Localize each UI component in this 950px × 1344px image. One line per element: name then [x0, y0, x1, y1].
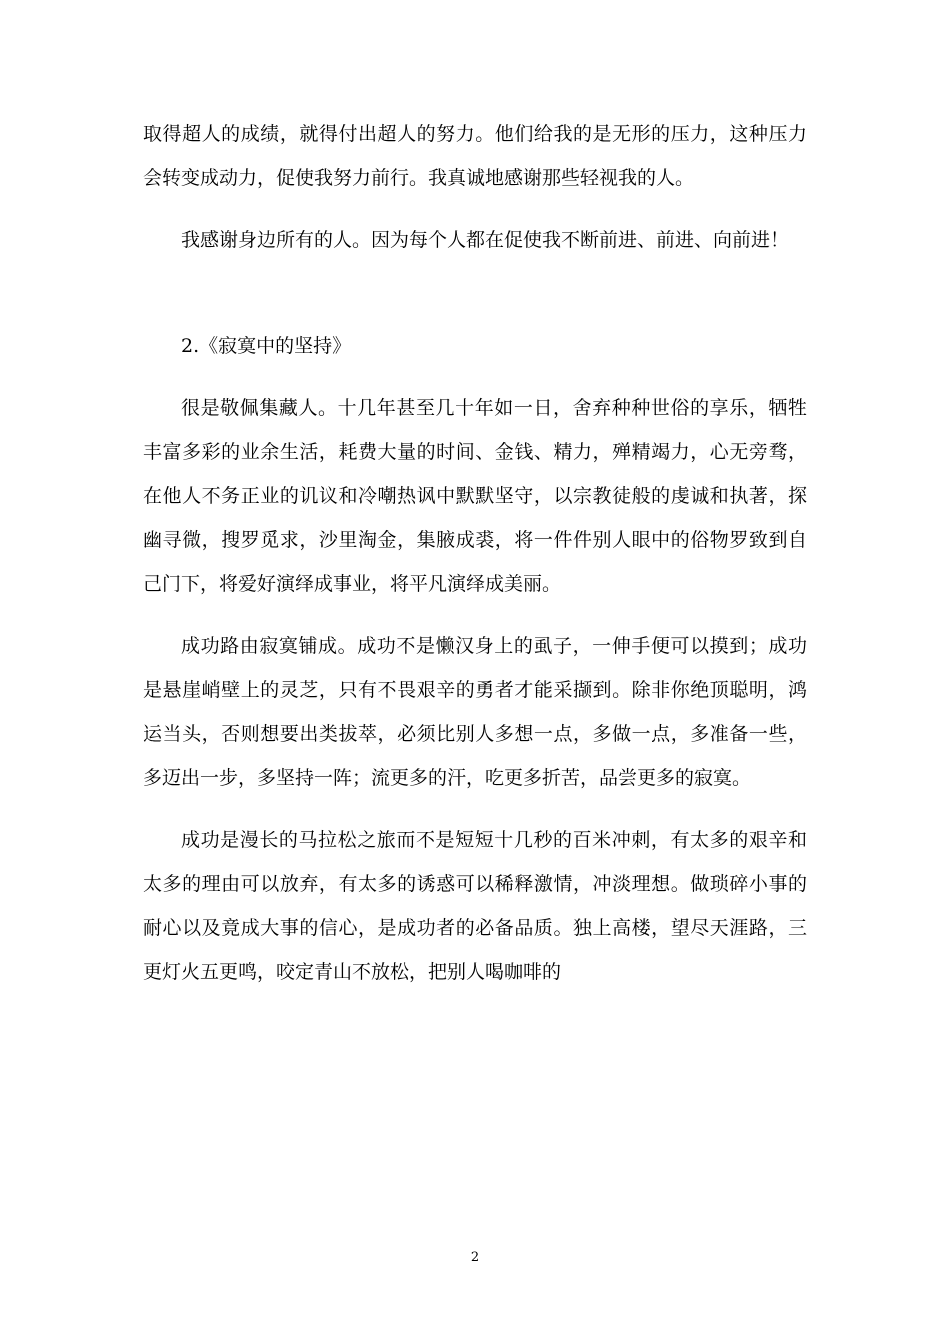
section-heading: 2.《寂寞中的坚持》 [181, 335, 352, 357]
paragraph-thanks: 我感谢身边所有的人。因为每个人都在促使我不断前进、前进、向前进！ [181, 229, 790, 251]
document-body [143, 112, 807, 1012]
paragraph-collectors: 很是敬佩集藏人。十几年甚至几十年如一日，舍弃种种世俗的享乐，牺牲丰富多彩的业余生活，耗费大量的时间、金钱、精力，殚精竭力，心无旁骛，在他人不务正业的讥议和冷嘲热讽中默默坚守，以宗教徒般的虔诚和执著，探幽寻微，搜罗觅求，沙里淘金，集腋成裘，将一件件别人眼中的俗物罗致到自己门下，将爱好演绎成事业，将平凡演绎成美丽。 [143, 397, 807, 595]
paragraph-continued: 取得超人的成绩，就得付出超人的努力。他们给我的是无形的压力，这种压力会转变成动力，促使我努力前行。我真诚地感谢那些轻视我的人。 [143, 123, 807, 189]
paragraph-marathon: 成功是漫长的马拉松之旅而不是短短十几秒的百米冲刺，有太多的艰辛和太多的理由可以放弃，有太多的诱惑可以稀释激情，冲淡理想。做琐碎小事的耐心以及竟成大事的信心，是成功者的必备品质。独上高楼，望尽天涯路，三更灯火五更鸣，咬定青山不放松，把别人喝咖啡的 [143, 829, 807, 983]
page-number: 2 [470, 1250, 480, 1265]
paragraph-success-road: 成功路由寂寞铺成。成功不是懒汉身上的虱子，一伸手便可以摸到；成功是悬崖峭壁上的灵芝，只有不畏艰辛的勇者才能采撷到。除非你绝顶聪明，鸿运当头，否则想要出类拔萃，必须比别人多想一点，多做一点，多准备一些，多迈出一步，多坚持一阵；流更多的汗，吃更多折苦，品尝更多的寂寞。 [143, 635, 807, 789]
